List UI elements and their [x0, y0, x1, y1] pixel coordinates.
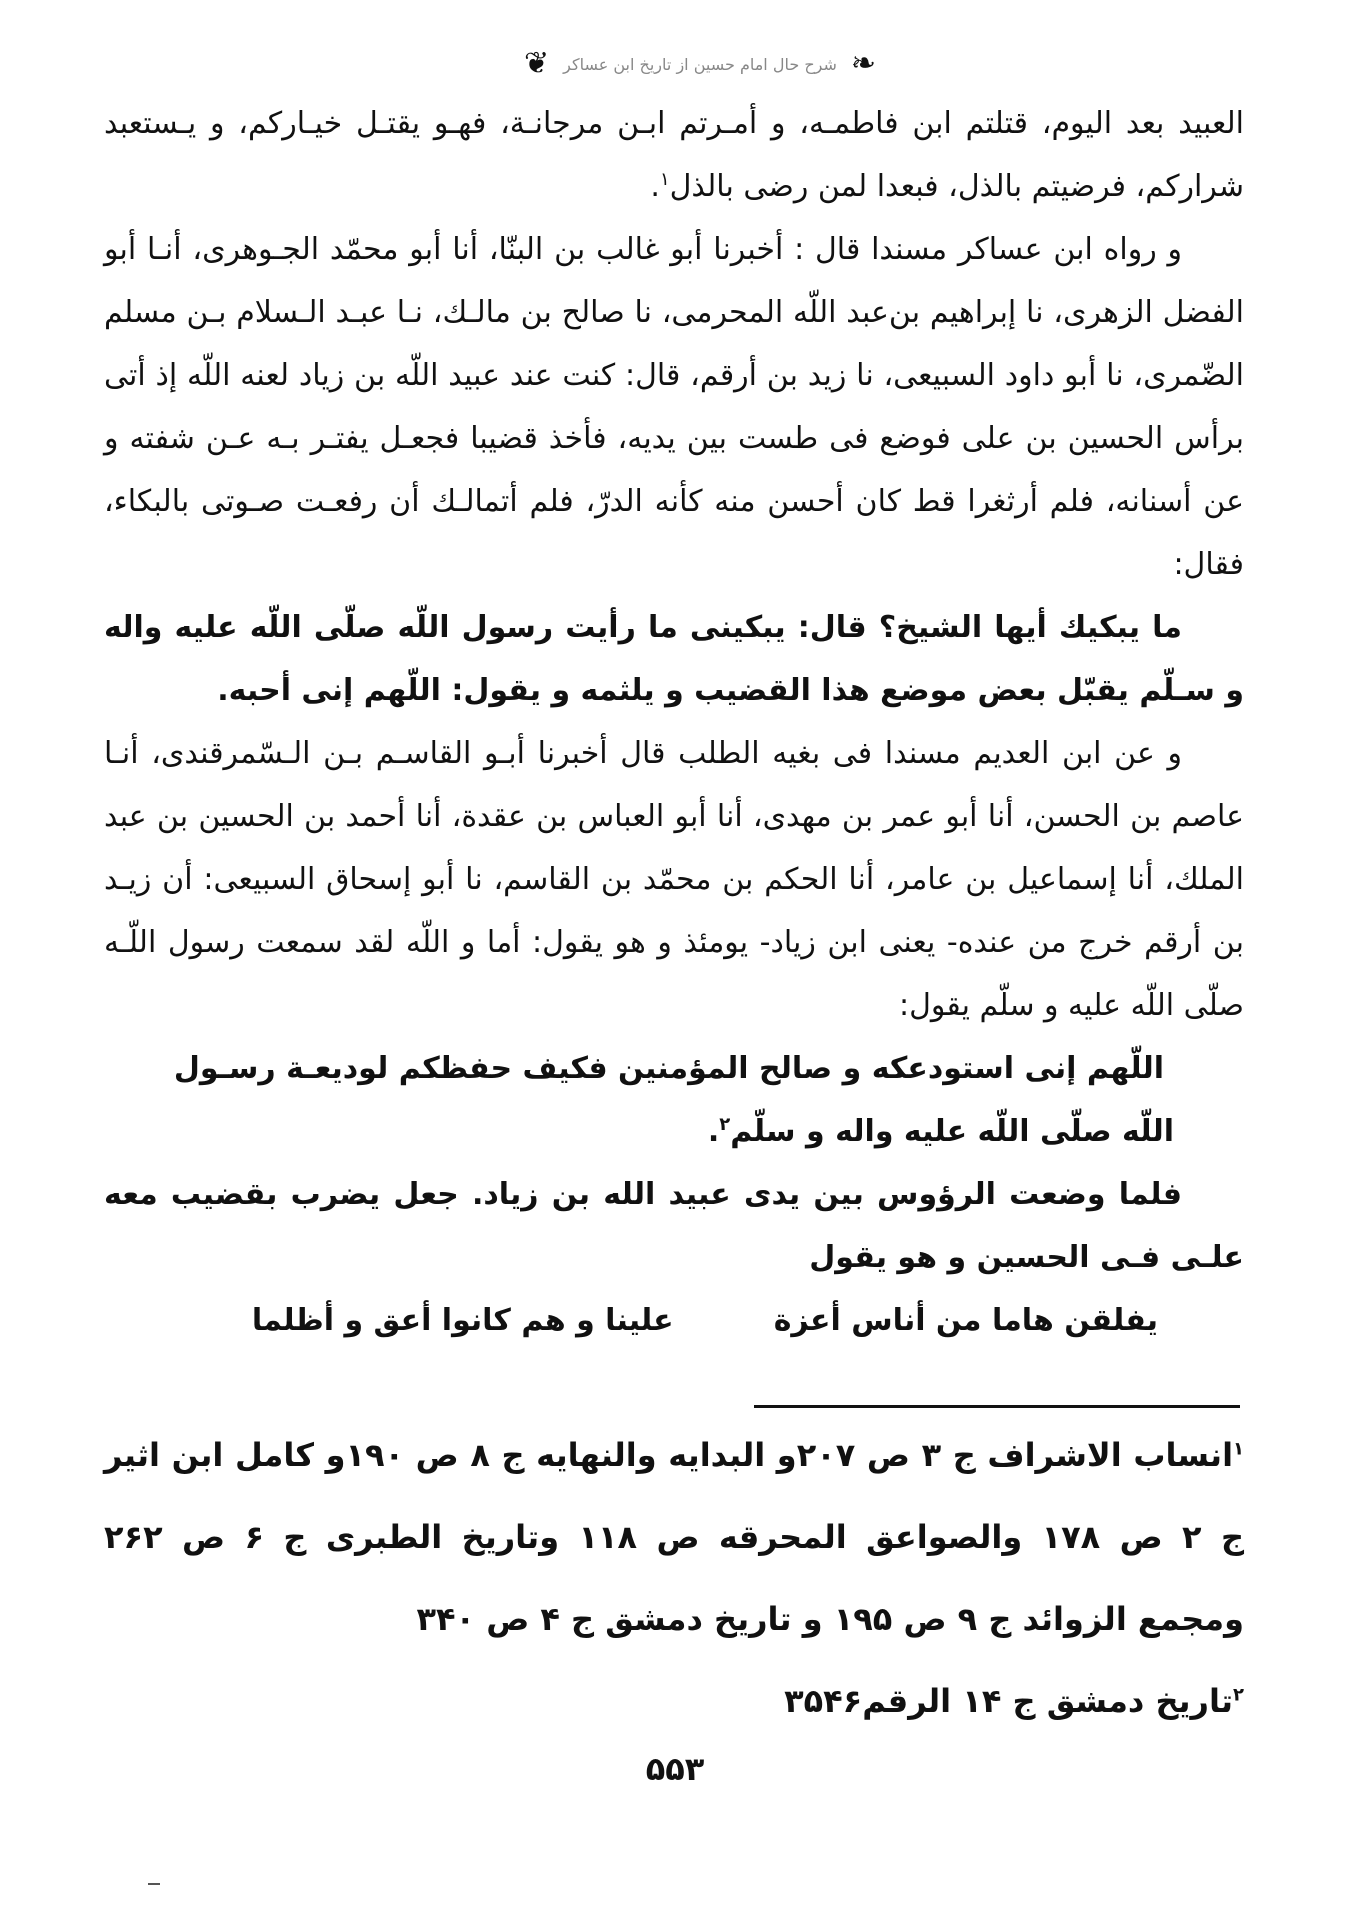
paragraph-1-end: . — [650, 169, 660, 204]
running-title: شرح حال امام حسین از تاریخ ابن عساکر — [563, 54, 837, 74]
footnote-ref-2: ٢ — [719, 1114, 731, 1135]
ornament-left-icon: ❦ — [523, 46, 550, 81]
ornament-right-icon: ❧ — [850, 46, 877, 81]
footnote-ref-1: ١ — [659, 169, 670, 190]
footnote-1-number: ١ — [1233, 1438, 1245, 1460]
footnote-2 — [104, 1660, 1244, 1742]
footnote-1 — [104, 1414, 1244, 1660]
footnote-divider — [754, 1405, 1240, 1408]
hadith-quote-text: اللّه صلّى اللّه عليه واله و سلّم — [730, 1114, 1174, 1149]
paragraph-3-quote: ما يبكيك أيها الشيخ؟ قال: يبكينى ما رأيت رسول اللّه صلّى اللّه عليه واله و سـلّم يقبّل بعض موضع هذا القضيب و يلثمه و يقول: اللّهم إنى أحبه. — [104, 610, 1244, 708]
scan-speck — [148, 1883, 160, 1885]
poem-hemistich-1: يفلقن هاما من أناس أعزة — [773, 1303, 1158, 1338]
running-header — [480, 44, 920, 84]
poem-verse — [104, 1289, 1158, 1352]
paragraph-5: فلما وضعت الرؤوس بين يدى عبيد الله بن زياد. جعل يضرب بقضيب معه علـى فـى الحسين و هو يقول — [104, 1177, 1244, 1275]
paragraph-1-text: العبيد بعد اليوم، قتلتم ابن فاطمـه، و أمـرتم ابـن مرجانـة، فهـو يقتـل خيـاركم، و يـستعبد شراركم، فرضيتم بالذل، فبعدا لمن رضى بالذل — [104, 106, 1244, 204]
paragraph-4: و عن ابن العديم مسندا فى بغيه الطلب قال أخبرنا أبـو القاسـم بـن الـسّمرقندى، أنـا عاصم بن الحسن، أنا أبو عمر بن مهدى، أنا أبو العباس بن عقدة، أنا أحمد بن الحسين بن عبد الملك، أنا إسماعيل بن عامر، أنا الحكم بن محمّد بن القاسم، نا أبو إسحاق السبيعى: أن زيـد بن أرقم خرج من عنده- يعنى ابن زياد- يومئذ و هو يقول: أما و اللّه لقد سمعت رسول اللّـه صلّى اللّه عليه و سلّم يقول: — [104, 736, 1244, 1023]
footnote-2-number: ٢ — [1233, 1684, 1244, 1706]
hadith-quote-end: . — [707, 1114, 720, 1149]
poem-hemistich-2: علينا و هم كانوا أعق و أظلما — [251, 1303, 674, 1338]
footnote-2-text: تاريخ دمشق ج ١۴ الرقم٣۵۴۶ — [784, 1682, 1233, 1720]
footnote-1-text: انساب الاشراف ج ٣ ص ٢٠٧و البدايه والنهايه ج ٨ ص ١٩٠و كامل ابن اثير ج ٢ ص ١٧٨ والصواعق المحرقه ص ١١٨ وتاريخ الطبرى ج ۶ ص ٢۶٢ ومجمع الزوائد ج ٩ ص ١٩۵ و تاريخ دمشق ج ۴ ص ٣۴٠ — [104, 1436, 1245, 1638]
main-text — [104, 92, 1244, 1352]
page-number: ۵۵٣ — [645, 1750, 705, 1788]
footnotes — [104, 1414, 1244, 1742]
paragraph-1 — [104, 92, 1244, 218]
hadith-quote-line-2 — [104, 1100, 1174, 1163]
paragraph-2: و رواه ابن عساكر مسندا قال : أخبرنا أبو غالب بن البنّا، أنا أبو محمّد الجـوهرى، أنـا أبو الفضل الزهرى، نا إبراهيم بن‌عبد اللّه المحرمى، نا صالح بن مالـك، نـا عبـد الـسلام بـن مسلم الضّمرى، نا أبو داود السبيعى، نا زيد بن أرقم، قال: كنت عند عبيد اللّه بن زياد لعنه اللّه إذ أتى برأس الحسين بن على فوضع فى طست بين يديه، فأخذ قضيبا فجعـل يفتـر بـه عـن شفته و عن أسنانه، فلم أرثغرا قط كان أحسن منه كأنه الدرّ، فلم أتمالـك أن رفعـت صـوتى بالبكاء، فقال: — [104, 232, 1244, 582]
hadith-quote-line-1: اللّهم إنى استودعكه و صالح المؤمنين فكيف حفظكم لوديعـة رسـول — [173, 1051, 1164, 1086]
